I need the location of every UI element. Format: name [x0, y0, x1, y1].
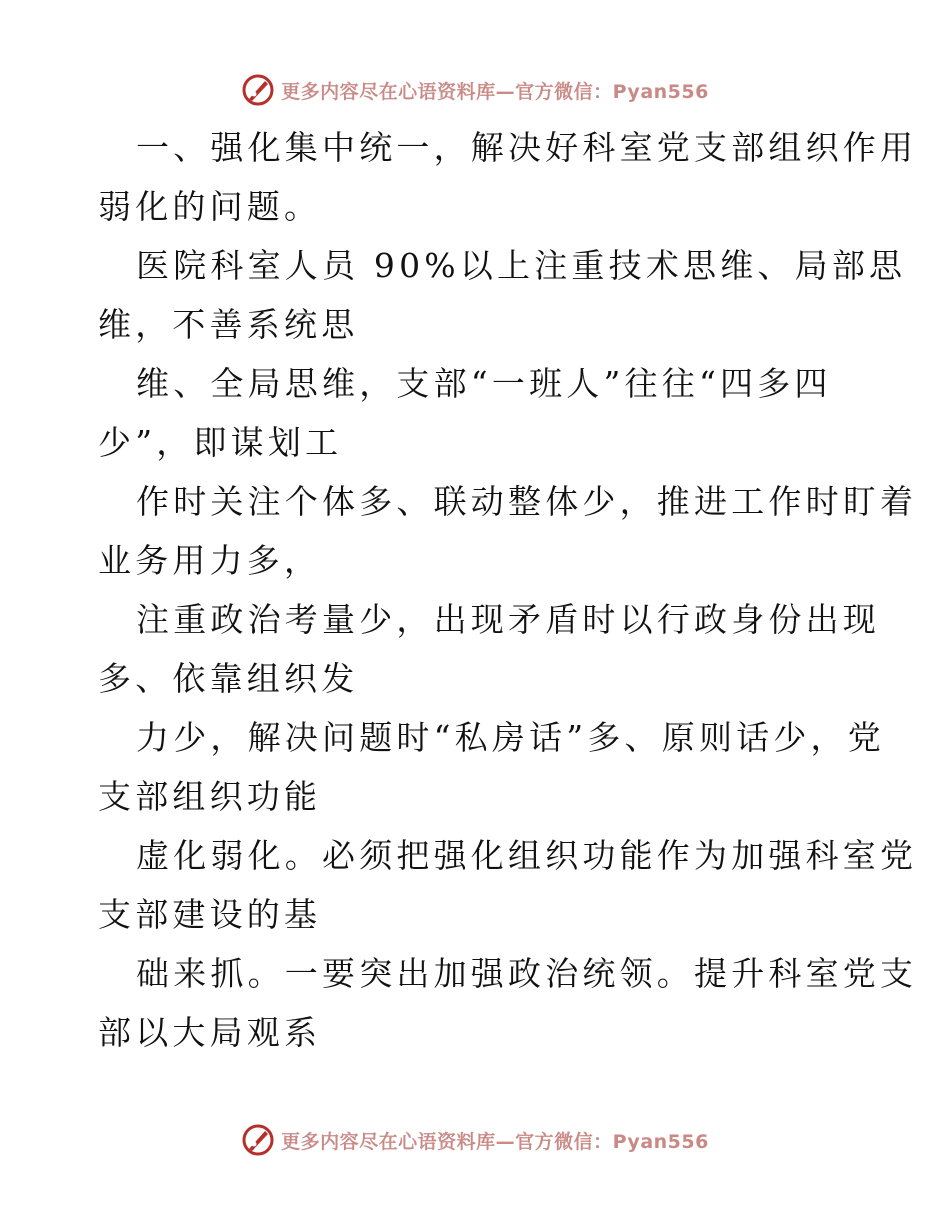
- paragraph: [98, 826, 918, 944]
- text-line: 一、强化集中统一，解决好科室党支部组织作用: [136, 128, 918, 167]
- paragraph: [98, 354, 858, 472]
- text-line: 维、全局思维，支部“一班人”往往“四多四: [136, 364, 832, 403]
- text-line: 注重政治考量少，出现矛盾时以行政身份出现: [136, 600, 880, 639]
- footer-watermark: [0, 1120, 950, 1160]
- paragraph: [98, 708, 885, 826]
- paragraph: [98, 118, 918, 236]
- text-line: 支部建设的基: [98, 895, 322, 934]
- quill-logo-icon: [241, 73, 275, 107]
- text-line: 少”，即谋划工: [98, 423, 343, 462]
- text-line: 维，不善系统思: [98, 305, 359, 344]
- text-line: 多、依靠组织发: [98, 659, 359, 698]
- text-line: 力少，解决问题时“私房话”多、原则话少，党: [136, 718, 885, 757]
- text-line: 础来抓。一要突出加强政治统领。提升科室党支: [136, 954, 918, 993]
- quill-logo-icon: [241, 1123, 275, 1157]
- text-line: 业务用力多，: [98, 541, 322, 580]
- header-watermark: [0, 70, 950, 110]
- paragraph: [98, 590, 880, 708]
- paragraph: [98, 236, 907, 354]
- paragraph: [98, 472, 918, 590]
- watermark-text: 更多内容尽在心语资料库—官方微信：Pyan556: [281, 80, 709, 103]
- text-line: 医院科室人员 90%以上注重技术思维、局部思: [136, 246, 907, 285]
- watermark-text: 更多内容尽在心语资料库—官方微信：Pyan556: [281, 1130, 709, 1153]
- document-body: [98, 118, 918, 1062]
- text-line: 弱化的问题。: [98, 187, 322, 226]
- text-line: 支部组织功能: [98, 777, 322, 816]
- text-line: 作时关注个体多、联动整体少，推进工作时盯着: [136, 482, 918, 521]
- text-line: 虚化弱化。必须把强化组织功能作为加强科室党: [136, 836, 918, 875]
- paragraph: [98, 944, 918, 1062]
- text-line: 部以大局观系: [98, 1013, 322, 1052]
